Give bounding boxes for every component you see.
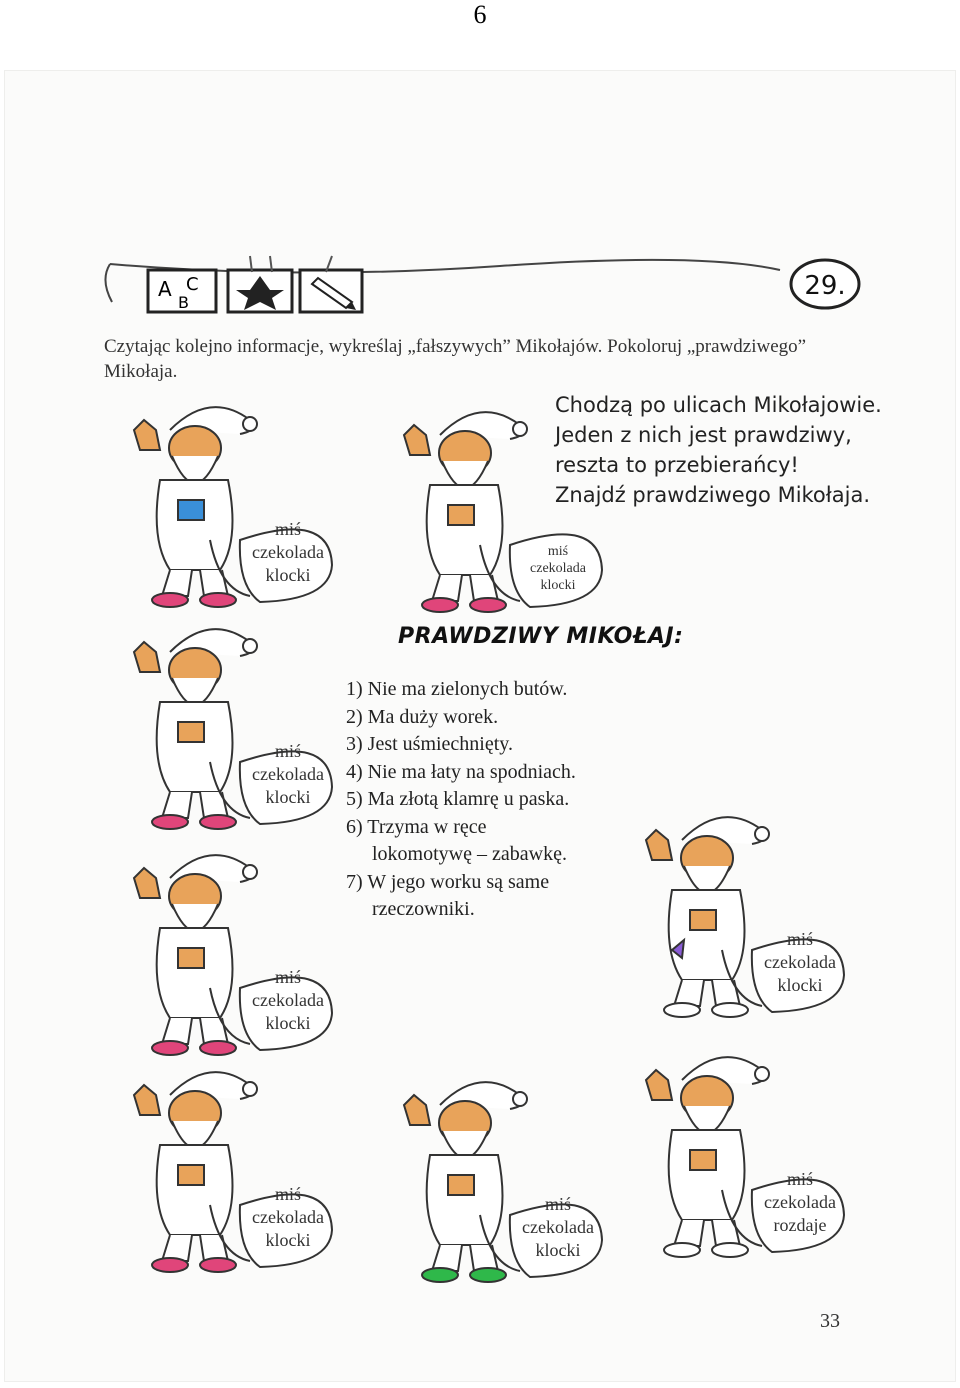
bag-label: [238, 1183, 338, 1252]
rule-item: 3) Jest uśmiechnięty.: [346, 733, 514, 755]
bag-label: [508, 1193, 608, 1262]
bag-item: miś: [274, 741, 301, 761]
rule-item-continued: rzeczowniki.: [372, 898, 475, 920]
rule-item: 5) Ma złotą klamrę u paska.: [346, 788, 570, 810]
rule-item-continued: lokomotywę – zabawkę.: [372, 843, 567, 865]
poem-line: Chodzą po ulicach Mikołajowie.: [555, 393, 882, 417]
page-number-top: 6: [473, 0, 487, 29]
rule-item: 7) W jego worku są same: [346, 870, 550, 893]
rules-title: PRAWDZIWY MIKOŁAJ:: [398, 624, 684, 649]
letter-a: A: [158, 277, 172, 301]
bag-item: czekolada: [530, 561, 586, 576]
exercise-header: [100, 250, 870, 330]
bag-label: [238, 966, 338, 1035]
bag-item: miś: [274, 967, 301, 987]
bag-item: klocki: [535, 1240, 581, 1260]
bag-item: klocki: [265, 1013, 311, 1033]
letters-card: [148, 270, 216, 312]
letter-b: B: [178, 293, 189, 312]
bag-item: miś: [786, 1169, 813, 1189]
santa-7[interactable]: [370, 1065, 610, 1295]
crayon-icon: [300, 270, 362, 312]
bag-item: czekolada: [252, 542, 324, 562]
bag-item: czekolada: [764, 1192, 836, 1212]
santa-8[interactable]: [612, 1040, 852, 1270]
bag-item: czekolada: [522, 1217, 594, 1237]
santa-2[interactable]: [370, 395, 610, 625]
bag-label: [238, 518, 338, 587]
bag-item: klocki: [265, 565, 311, 585]
poem-line: Jeden z nich jest prawdziwy,: [555, 423, 852, 447]
letter-c: C: [186, 274, 199, 295]
poem-line: reszta to przebierańcy!: [555, 453, 799, 477]
bag-label: [238, 740, 338, 809]
page-number-bottom: 33: [820, 1310, 840, 1332]
bag-item: miś: [274, 519, 301, 539]
santa-3[interactable]: [100, 612, 340, 842]
bag-item: czekolada: [252, 990, 324, 1010]
bag-item: klocki: [265, 787, 311, 807]
bag-label: [508, 543, 608, 594]
bag-label: [750, 928, 850, 997]
bag-label: [750, 1168, 850, 1237]
bag-item: miś: [274, 1184, 301, 1204]
santa-5[interactable]: [612, 800, 852, 1030]
rule-item: 6) Trzyma w ręce: [346, 815, 487, 838]
bag-item: miś: [544, 1194, 571, 1214]
bag-item: czekolada: [764, 952, 836, 972]
instruction-text: Czytając kolejno informacje, wykreślaj „fałszywych” Mikołajów. Pokoloruj „prawdziwego” Mikołaja.: [104, 336, 807, 382]
santa-4[interactable]: [100, 838, 340, 1068]
santa-1[interactable]: [100, 390, 340, 620]
santa-6[interactable]: [100, 1055, 340, 1285]
leaf-icon: [228, 270, 292, 312]
bag-item: klocki: [777, 975, 823, 995]
bag-item: czekolada: [252, 1207, 324, 1227]
bag-item: miś: [786, 929, 813, 949]
exercise-number: 29.: [804, 271, 846, 301]
bag-item: klocki: [265, 1230, 311, 1250]
poem-line: Znajdź prawdziwego Mikołaja.: [555, 483, 870, 507]
bag-item: miś: [547, 544, 569, 559]
bag-item: czekolada: [252, 764, 324, 784]
bag-item: klocki: [540, 578, 576, 593]
bag-item: rozdaje: [773, 1215, 827, 1235]
rule-item: 4) Nie ma łaty na spodniach.: [346, 760, 576, 783]
exercise-number-badge: [791, 260, 859, 308]
rule-item: 1) Nie ma zielonych butów.: [346, 678, 568, 700]
rule-item: 2) Ma duży worek.: [346, 705, 499, 728]
